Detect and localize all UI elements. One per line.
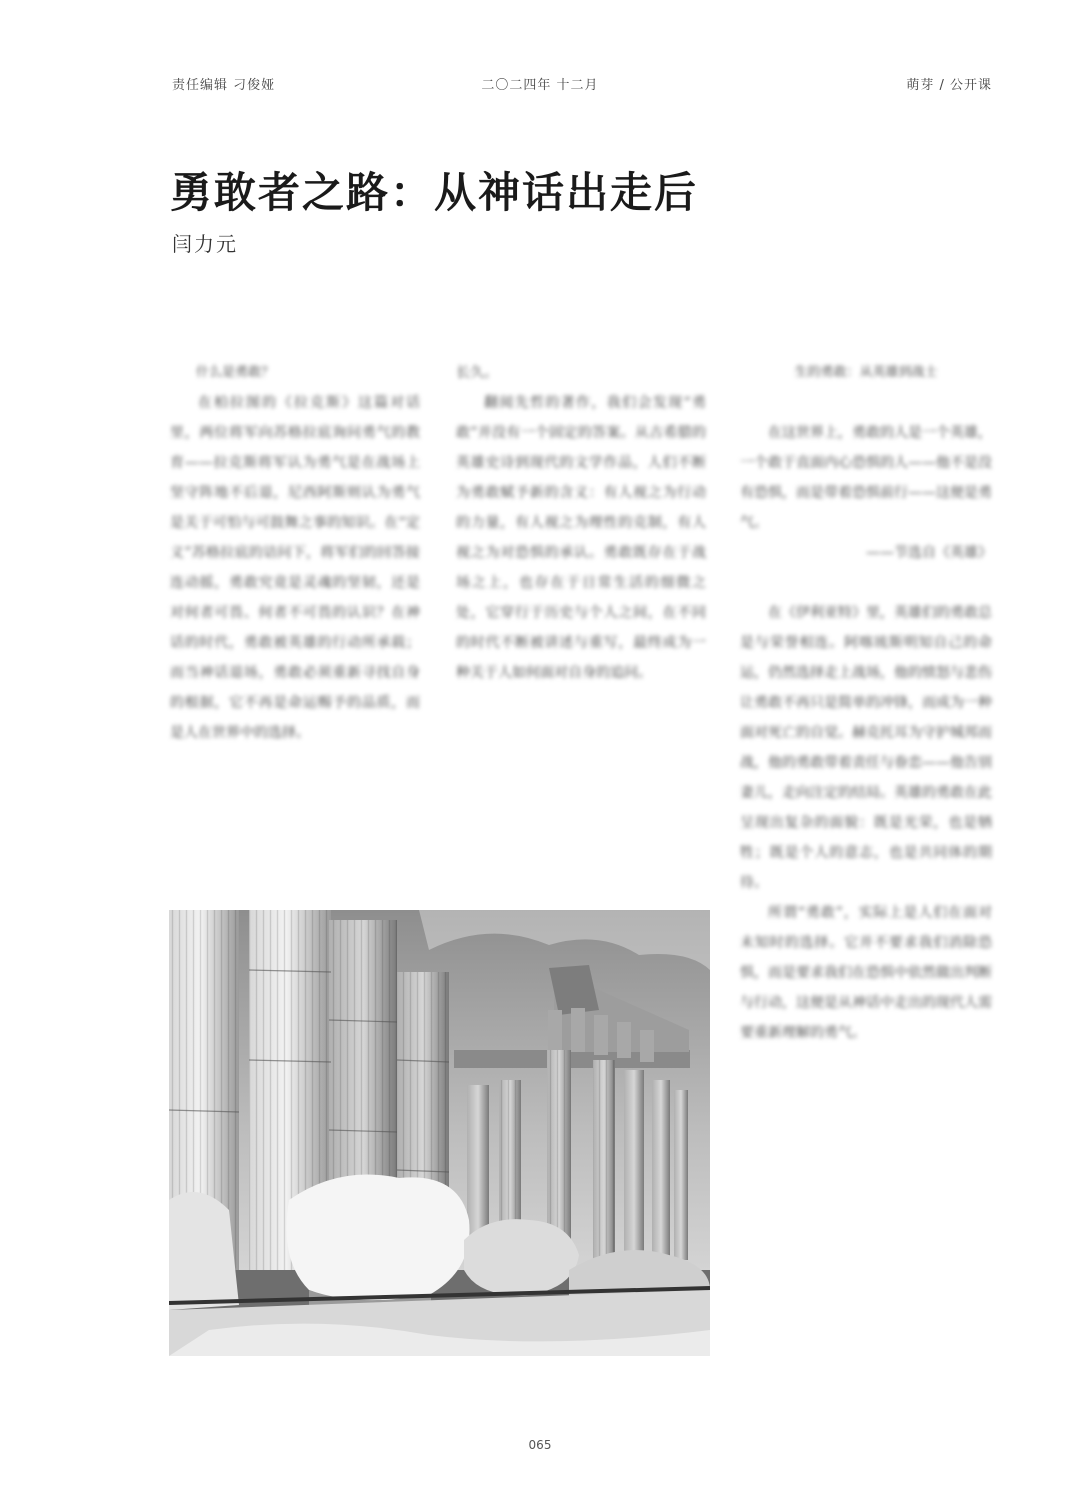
page-number: 065 (528, 1438, 552, 1452)
text-column-1 (170, 358, 420, 748)
header-date: 二〇二四年 十二月 (481, 78, 599, 93)
subheading-what-is-courage: 什么是勇敢？ (196, 365, 275, 380)
paragraph-continuation: 长久。 (456, 365, 498, 381)
article-title: 勇敢者之路：从神话出走后 (170, 168, 699, 217)
text-column-3 (740, 358, 992, 1048)
epigraph-quote: 在这世界上，勇敢的人是一个英雄，一个敢于直面内心恐惧的人——他不是没有恐惧，而是带着恐惧前行——这便是勇气。 (740, 425, 992, 531)
paragraph: 翻阅先哲的著作，我们会发现“勇敢”并没有一个固定的答案。从古希腊的英雄史诗到现代的文学作品，人们不断为勇敢赋予新的含义：有人视之为行动的力量，有人视之为理性的克制，有人视之为对恐惧的承认。勇敢既存在于战场之上，也存在于日常生活的细微之处，它穿行于历史与个人之间，在不同的时代不断被讲述与重写，最终成为一种关于人如何面对自身的追问。 (456, 395, 706, 681)
epigraph-source: ——节选自《英雄》 (866, 545, 992, 561)
text-column-2 (456, 358, 706, 688)
paragraph: 所谓“勇敢”，实际上是人们在面对未知时的选择。它并不要求我们消除恐惧，而是要求我们在恐惧中依然做出判断与行动，这便是从神话中走出的现代人需要重新理解的勇气。 (740, 905, 992, 1041)
column-ruins-photo (169, 910, 710, 1356)
header-section: 萌芽 / 公开课 (906, 78, 992, 93)
paragraph: 在柏拉图的《拉克斯》这篇对话里，两位将军向苏格拉底询问勇气的教育——拉克斯将军认为勇气是在战场上坚守阵地不后退，尼西阿斯则认为勇气是关于可怕与可鼓舞之事的知识。在“定义”苏格拉底的诘问下，将军们的回答接连动摇，勇敢究竟是灵魂的坚韧，还是对何者可畏、何者不可畏的认识？在神话的时代，勇敢被英雄的行动所承载；而当神话退场，勇敢必须重新寻找自身的根据，它不再是命运赐予的品质，而是人在世界中的选择。 (170, 395, 420, 741)
paragraph: 在《伊利亚特》里，英雄们的勇敢总是与荣誉相连。阿喀琉斯明知自己的命运，仍然选择走上战场，他的愤怒与悲伤让勇敢不再只是简单的冲锋，而成为一种面对死亡的自觉。赫克托耳为守护城邦而战，他的勇敢带着责任与眷恋——他告别妻儿，走向注定的结局。英雄的勇敢在此呈现出复杂的面貌：既是光荣，也是牺牲；既是个人的意志，也是共同体的期待。 (740, 605, 992, 891)
article-author: 闫力元 (172, 232, 238, 256)
subheading-courage-of-life: 生的勇敢：从英雄到战士 (794, 365, 938, 380)
header-editor: 责任编辑 刁俊娅 (172, 78, 276, 93)
